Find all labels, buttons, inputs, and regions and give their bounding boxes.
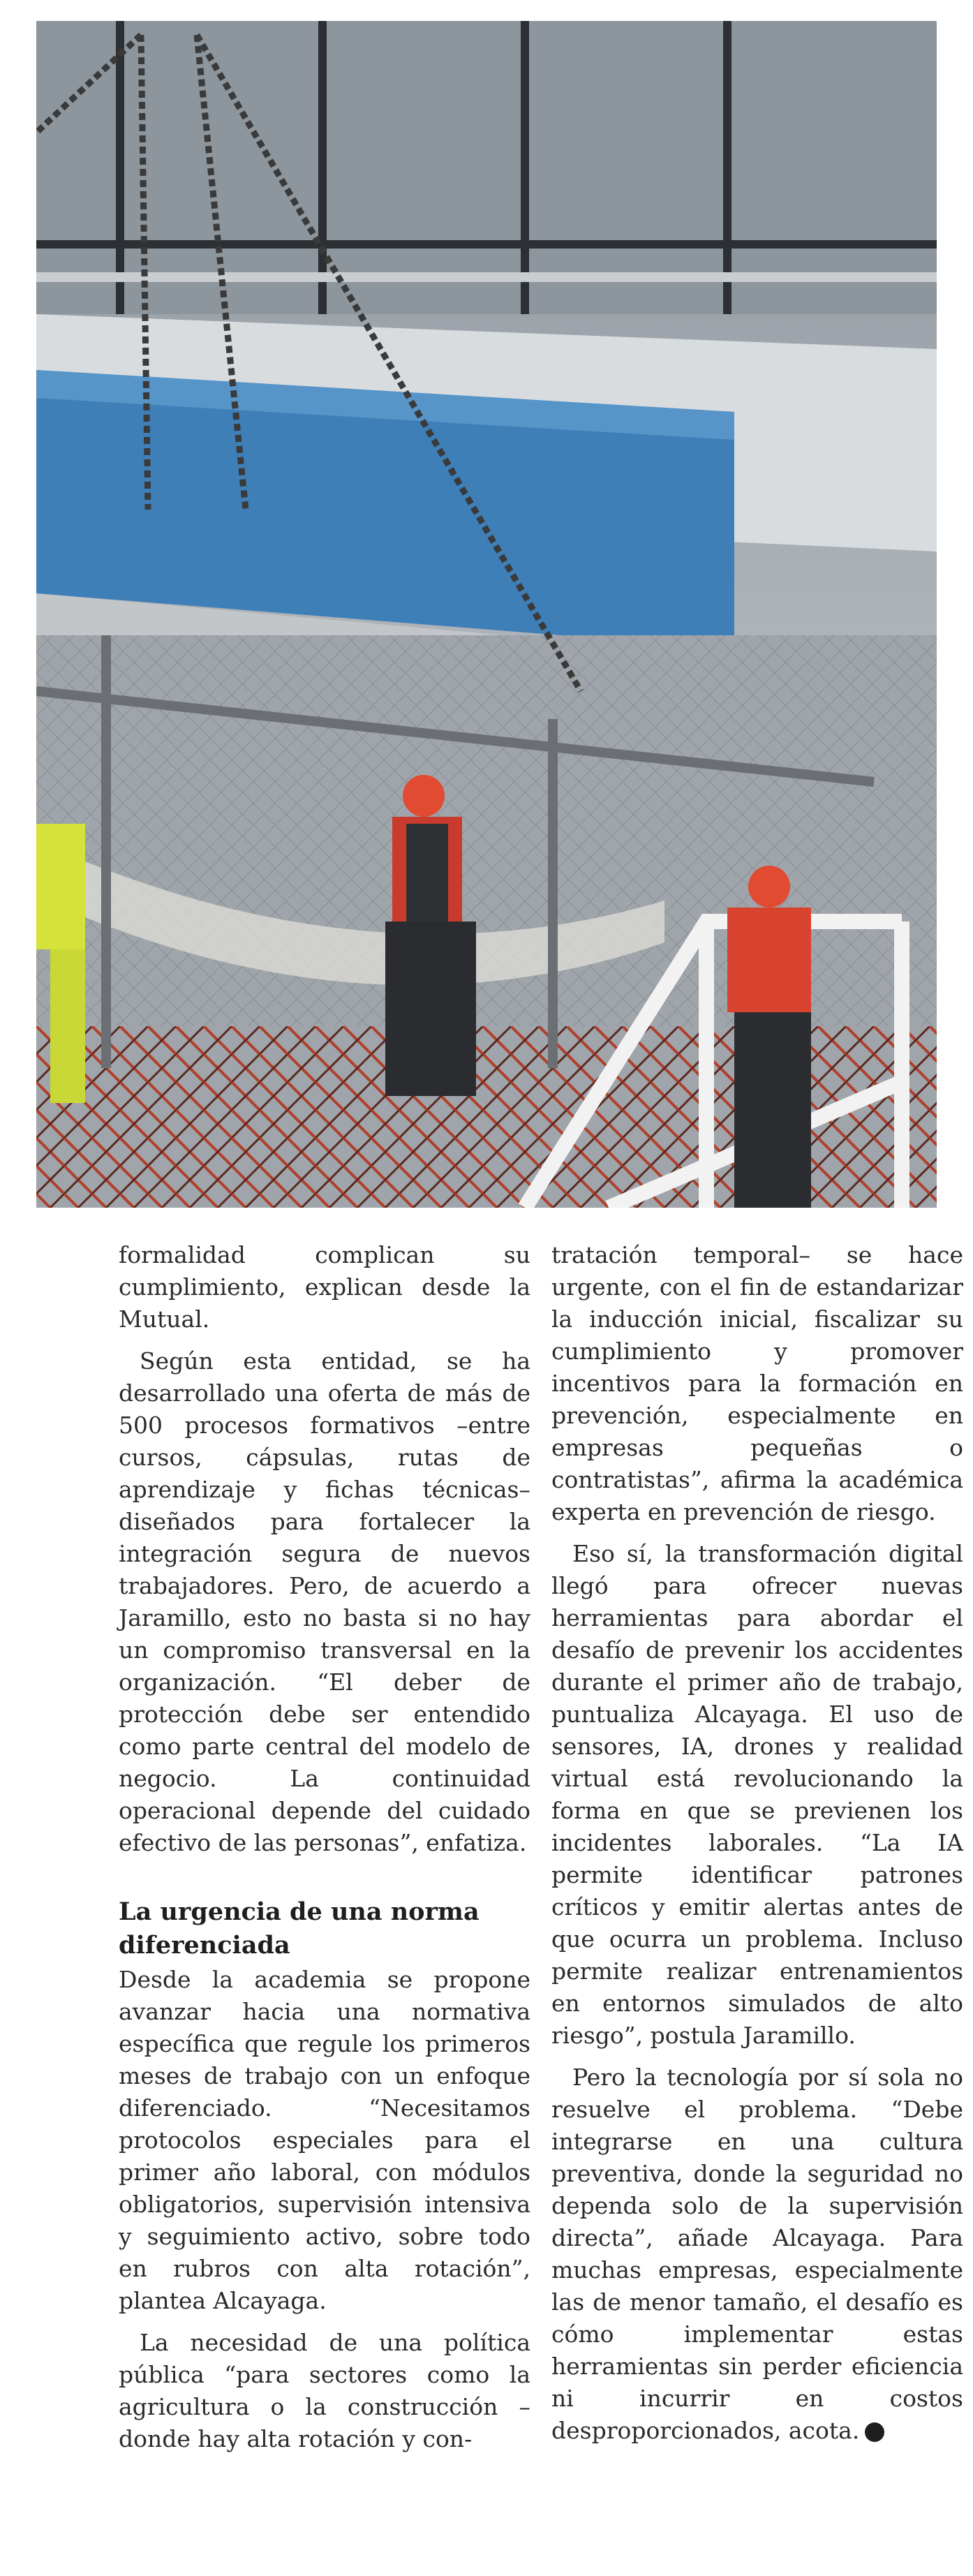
paragraph: Según esta entidad, se ha desarrollado una oferta de más de 500 procesos formativos –entre cursos, cápsulas, rutas de aprendizaje y fichas técnicas– diseñados para fortalecer la integración segura de nuevos trabajadores. Pero, de acuerdo a Jaramillo, esto no basta si no hay un compromiso transversal en la organización. “El deber de protección debe ser entendido como parte central del modelo de negocio. La continuidad operacional depende del cuidado efectivo de las personas”, enfatiza.: [119, 1347, 530, 1856]
article-column-right: [551, 1239, 963, 2457]
paragraph: Eso sí, la transformación digital llegó para ofrecer nuevas herramientas para abordar el desafío de prevenir los accidentes durante el primer año de trabajo, puntualiza Alcayaga. El uso de sensores, IA, drones y realidad virtual está revolucionando la forma en que se previenen los incidentes laborales. “La IA permite identificar patrones críticos y emitir alertas antes de que ocurra un problema. Incluso permite realizar entrenamientos en entornos simulados de alto riesgo”, postula Jaramillo.: [551, 1540, 963, 2049]
paragraph: [551, 2061, 963, 2447]
end-of-article-icon: P: [865, 2422, 884, 2442]
article-column-left: [119, 1239, 530, 2465]
paragraph: formalidad complican su cumplimiento, explican desde la Mutual.: [119, 1241, 530, 1333]
paragraph: tratación temporal– se hace urgente, con el fin de estandarizar la inducción inicial, fiscalizar su cumplimiento y promover incentivos para la formación en prevención, especialmente en empresas pequeñas o contratistas”, afirma la académica experta en prevención de riesgo.: [551, 1241, 963, 1525]
paragraph: Desde la academia se propone avanzar hacia una normativa específica que regule los primeros meses de trabajo con un enfoque diferenciado. “Necesitamos protocolos especiales para el primer año laboral, con módulos obligatorios, supervisión intensiva y seguimiento activo, sobre todo en rubros con alta rotación”, plantea Alcayaga.: [119, 1966, 530, 2314]
paragraph: La necesidad de una política pública “para sectores como la agricultura o la construcción –donde hay alta rotación y con-: [119, 2329, 530, 2452]
section-heading: La urgencia de una norma diferenciada: [119, 1897, 480, 1960]
construction-workers-photo: [36, 21, 937, 1208]
paragraph-text: Pero la tecnología por sí sola no resuelve el problema. “Debe integrarse en una cultura preventiva, donde la seguridad no dependa solo de la supervisión directa”, añade Alcayaga. Para muchas empresas, especialmente las de menor tamaño, el desafío es cómo implementar estas herramientas sin perder eficiencia ni incurrir en costos desproporcionados, acota.: [551, 2064, 963, 2444]
